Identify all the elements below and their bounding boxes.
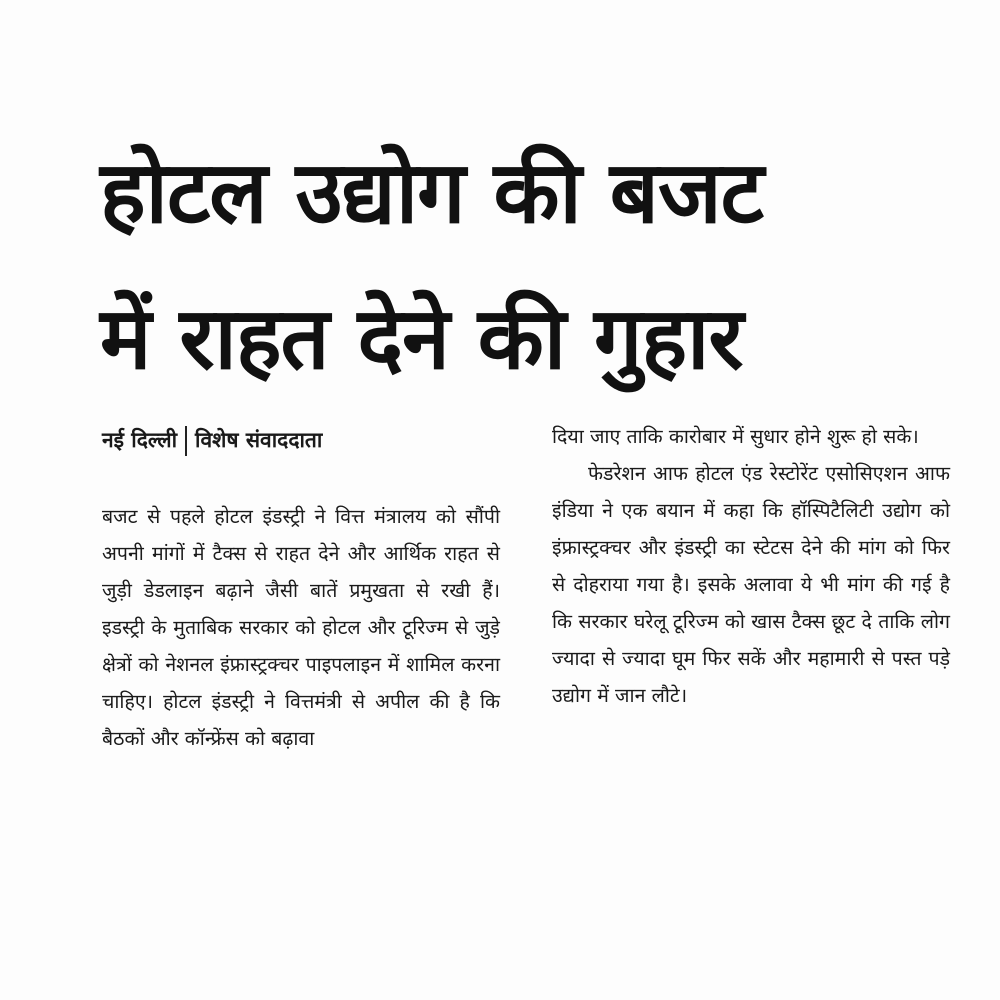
headline-line-2: में राहत देने की गुहार [100, 289, 743, 389]
left-column [102, 418, 500, 757]
byline-place: नई दिल्ली [102, 428, 178, 452]
article-continuation [552, 418, 950, 455]
article-text: दिया जाए ताकि कारोबार में सुधार होने शुरू हो सके। [552, 425, 919, 448]
byline [102, 418, 500, 462]
headline-line-1: होटल उद्योग की बजट [100, 143, 763, 243]
article-text: बजट से पहले होटल इंडस्ट्री ने वित्त मंत्रालय को सौंपी अपनी मांगों में टैक्स से राहत देने और आर्थिक राहत से जुड़ी डेडलाइन बढ़ाने जैसी बातें प्रमुखता से रखी हैं। इडस्ट्री के मुताबिक सरकार को होटल और टूरिज्म से जुड़े क्षेत्रों को नेशनल इंफ्रास्ट्रक्चर पाइपलाइन में शामिल करना चाहिए। होटल इंडस्ट्री ने वित्तमंत्री से अपील की है कि बैठकों और कॉन्फ्रेंस को बढ़ावा [102, 505, 500, 750]
byline-author: विशेष संवाददाता [195, 428, 323, 452]
byline-separator [185, 426, 187, 456]
headline [100, 120, 880, 412]
article-text: फेडरेशन आफ होटल एंड रेस्टोरेंट एसोसिएशन आफ इंडिया ने एक बयान में कहा कि हॉस्पिटैलिटी उद्योग को इंफ्रास्ट्रक्चर और इंडस्ट्री का स्टेटस देने की मांग को फिर से दोहराया गया है। इसके अलावा ये भी मांग की गई है कि सरकार घरेलू टूरिज्म को खास टैक्स छूट दे ताकि लोग ज्यादा से ज्यादा घूम फिर सकें और महामारी से पस्त पड़े उद्योग में जान लौटे। [552, 462, 950, 707]
article-paragraph-1 [102, 498, 500, 757]
article-paragraph-2 [552, 455, 950, 714]
right-column [552, 418, 950, 714]
